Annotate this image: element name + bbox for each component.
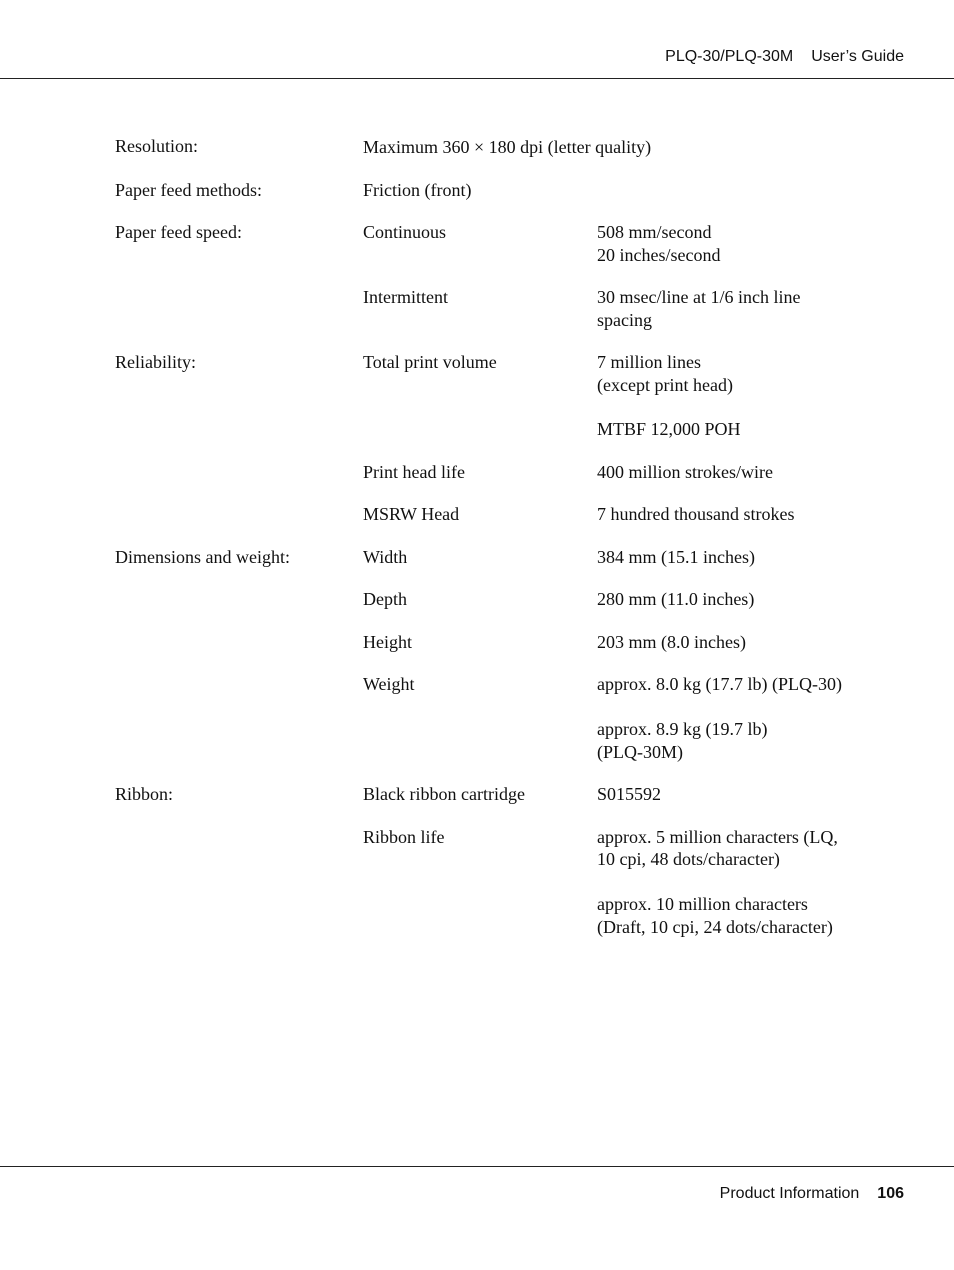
header-divider: [0, 78, 954, 79]
value-intermittent-line1: 30 msec/line at 1/6 inch line: [597, 287, 801, 307]
sublabel-intermittent: Intermittent: [363, 287, 448, 307]
label-reliability: Reliability:: [115, 352, 196, 372]
value-height: 203 mm (8.0 inches): [597, 632, 746, 652]
value-ribbon-life-draft-line1: approx. 10 million characters: [597, 894, 808, 914]
value-intermittent-line2: spacing: [597, 310, 652, 330]
sublabel-print-head-life: Print head life: [363, 462, 465, 482]
value-width: 384 mm (15.1 inches): [597, 547, 755, 567]
value-continuous-line1: 508 mm/second: [597, 222, 712, 242]
value-mtbf: MTBF 12,000 POH: [597, 419, 741, 439]
value-total-print-volume-line1: 7 million lines: [597, 352, 702, 372]
sublabel-ribbon-life: Ribbon life: [363, 827, 445, 847]
value-ribbon-cartridge: S015592: [597, 784, 662, 804]
footer-section: Product Information: [719, 1185, 860, 1202]
label-ribbon: Ribbon:: [115, 784, 174, 804]
value-print-head-life: 400 million strokes/wire: [597, 462, 773, 482]
value-weight-plq30m-line2: (PLQ-30M): [597, 742, 683, 762]
page-number: 106: [877, 1185, 904, 1202]
value-ribbon-life-lq-line1: approx. 5 million characters (LQ,: [597, 827, 838, 847]
value-weight-plq30: approx. 8.0 kg (17.7 lb) (PLQ-30): [597, 674, 842, 694]
value-resolution: Maximum 360 × 180 dpi (letter quality): [363, 137, 652, 157]
sublabel-width: Width: [363, 547, 408, 567]
header-product: PLQ-30/PLQ-30M: [665, 48, 794, 65]
sublabel-weight: Weight: [363, 674, 415, 694]
page-footer: [720, 1185, 904, 1203]
label-paper-feed-speed: Paper feed speed:: [115, 222, 242, 242]
footer-divider: [0, 1166, 954, 1167]
sublabel-total-print-volume: Total print volume: [363, 352, 497, 372]
value-weight-plq30m-line1: approx. 8.9 kg (19.7 lb): [597, 719, 768, 739]
label-dimensions: Dimensions and weight:: [115, 547, 290, 567]
sublabel-continuous: Continuous: [363, 222, 447, 242]
value-total-print-volume-line2: (except print head): [597, 375, 733, 395]
value-continuous-line2: 20 inches/second: [597, 245, 721, 265]
label-paper-feed-methods: Paper feed methods:: [115, 180, 262, 200]
value-msrw-head: 7 hundred thousand strokes: [597, 504, 795, 524]
page-header: [665, 48, 904, 66]
sublabel-depth: Depth: [363, 589, 407, 609]
label-resolution: Resolution:: [115, 136, 199, 156]
value-ribbon-life-lq-line2: 10 cpi, 48 dots/character): [597, 849, 780, 869]
sublabel-msrw-head: MSRW Head: [363, 504, 460, 524]
value-paper-feed-methods: Friction (front): [363, 180, 472, 200]
sublabel-black-ribbon-cartridge: Black ribbon cartridge: [363, 784, 525, 804]
header-guide: User’s Guide: [811, 48, 904, 65]
value-depth: 280 mm (11.0 inches): [597, 589, 755, 609]
value-ribbon-life-draft-line2: (Draft, 10 cpi, 24 dots/character): [597, 917, 833, 937]
sublabel-height: Height: [363, 632, 412, 652]
